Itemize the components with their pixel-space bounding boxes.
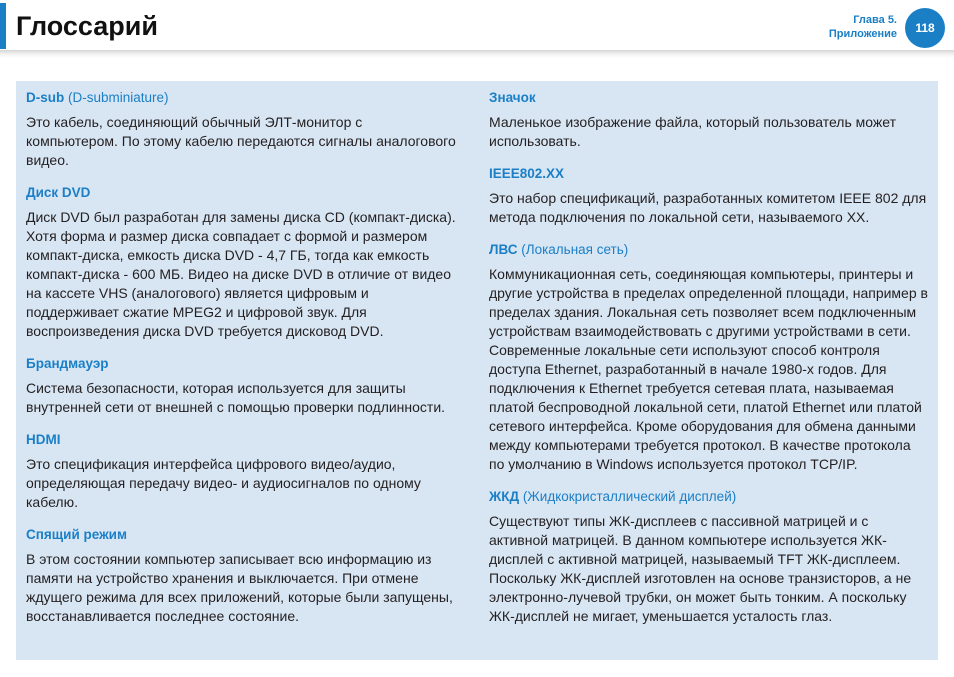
- glossary-definition: Маленькое изображение файла, который пользователь может использовать.: [489, 114, 896, 149]
- glossary-definition: Коммуникационная сеть, соединяющая компьютеры, принтеры и другие устройства в пределах определенной площади, например в пределах здания. Локальная сеть позволяет всем подключенным устройствам взаимодействовать с другими устройствами в сети. Современные локальные сети используют способ контроля доступа Ethernet, разработанный в начале 1980-х годов. Для подключения к Ethernet требуется сетевая плата, называемая платой беспроводной локальной сети, платой Ethernet или платой сетевого интерфейса. Кроме оборудования для обмена данными между компьютерами требуется протокол. В качестве протокола по умолчанию в Windows используется протокол TCP/IP.: [489, 266, 928, 472]
- glossary-entry: [489, 488, 929, 626]
- glossary-entry: [26, 526, 458, 626]
- chapter-name: Приложение: [828, 28, 897, 40]
- chapter-number: Глава 5.: [853, 14, 897, 26]
- page-header: [0, 0, 954, 56]
- chapter-label: [829, 13, 897, 41]
- glossary-term: D-sub (D-subminiature): [26, 90, 169, 105]
- header-accent-bar: [0, 3, 6, 49]
- page-number-badge: 118: [905, 8, 945, 48]
- glossary-term: Диск DVD: [26, 185, 91, 200]
- glossary-definition: Система безопасности, которая используется для защиты внутренней сети от внешней с помощью проверки подлинности.: [26, 380, 446, 415]
- glossary-definition: Это набор спецификаций, разработанных комитетом IEEE 802 для метода подключения по локальной сети, называемого XX.: [489, 190, 927, 225]
- glossary-term: HDMI: [26, 432, 61, 447]
- glossary-definition: Это спецификация интерфейса цифрового видео/аудио, определяющая передачу видео- и аудиосигналов по одному кабелю.: [26, 456, 421, 510]
- glossary-entry: [489, 89, 929, 151]
- glossary-term: Спящий режим: [26, 527, 127, 542]
- glossary-definition: Диск DVD был разработан для замены диска CD (компакт-диска). Хотя форма и размер диска совпадает с формой и размером компакт-диска, емкость диска DVD - 4,7 ГБ, тогда как емкость компакт-диска - 600 МБ. Видео на диске DVD в отличие от видео на кассете VHS (аналогового) является цифровым и поддерживает сжатие MPEG2 и цифровой звук. Для воспроизведения диска DVD требуется дисковод DVD.: [26, 209, 456, 339]
- glossary-entry: [26, 431, 458, 512]
- glossary-column-left: [26, 89, 458, 640]
- glossary-term: IEEE802.XX: [489, 166, 565, 181]
- page-title: Глоссарий: [16, 11, 158, 41]
- glossary-column-right: [489, 89, 929, 640]
- glossary-term: ЛВС (Локальная сеть): [489, 242, 629, 257]
- glossary-term: Значок: [489, 90, 536, 105]
- glossary-definition: В этом состоянии компьютер записывает всю информацию из памяти на устройство хранения и выключается. При отмене ждущего режима для всех приложений, которые были запущены, восстанавливается последнее состояние.: [26, 551, 453, 624]
- glossary-definition: Существуют типы ЖК-дисплеев с пассивной матрицей и с активной матрицей. В данном компьютере используется ЖК-дисплей с активной матрицей, называемый TFT ЖК-дисплеем. Поскольку ЖК-дисплей изготовлен на основе транзисторов, а не электронно-лучевой трубки, он может быть тонким. А поскольку ЖК-дисплей не мигает, уменьшается усталость глаз.: [489, 513, 912, 624]
- header-divider: [0, 50, 954, 58]
- glossary-entry: [26, 184, 458, 341]
- glossary-entry: [26, 89, 458, 170]
- glossary-entry: [489, 241, 929, 474]
- glossary-entry: [489, 165, 929, 227]
- glossary-term: ЖКД (Жидкокристаллический дисплей): [489, 489, 737, 504]
- glossary-entry: [26, 355, 458, 417]
- glossary-term: Брандмауэр: [26, 356, 109, 371]
- glossary-definition: Это кабель, соединяющий обычный ЭЛТ-монитор с компьютером. По этому кабелю передаются сигналы аналогового видео.: [26, 114, 456, 168]
- glossary-panel: [16, 81, 938, 660]
